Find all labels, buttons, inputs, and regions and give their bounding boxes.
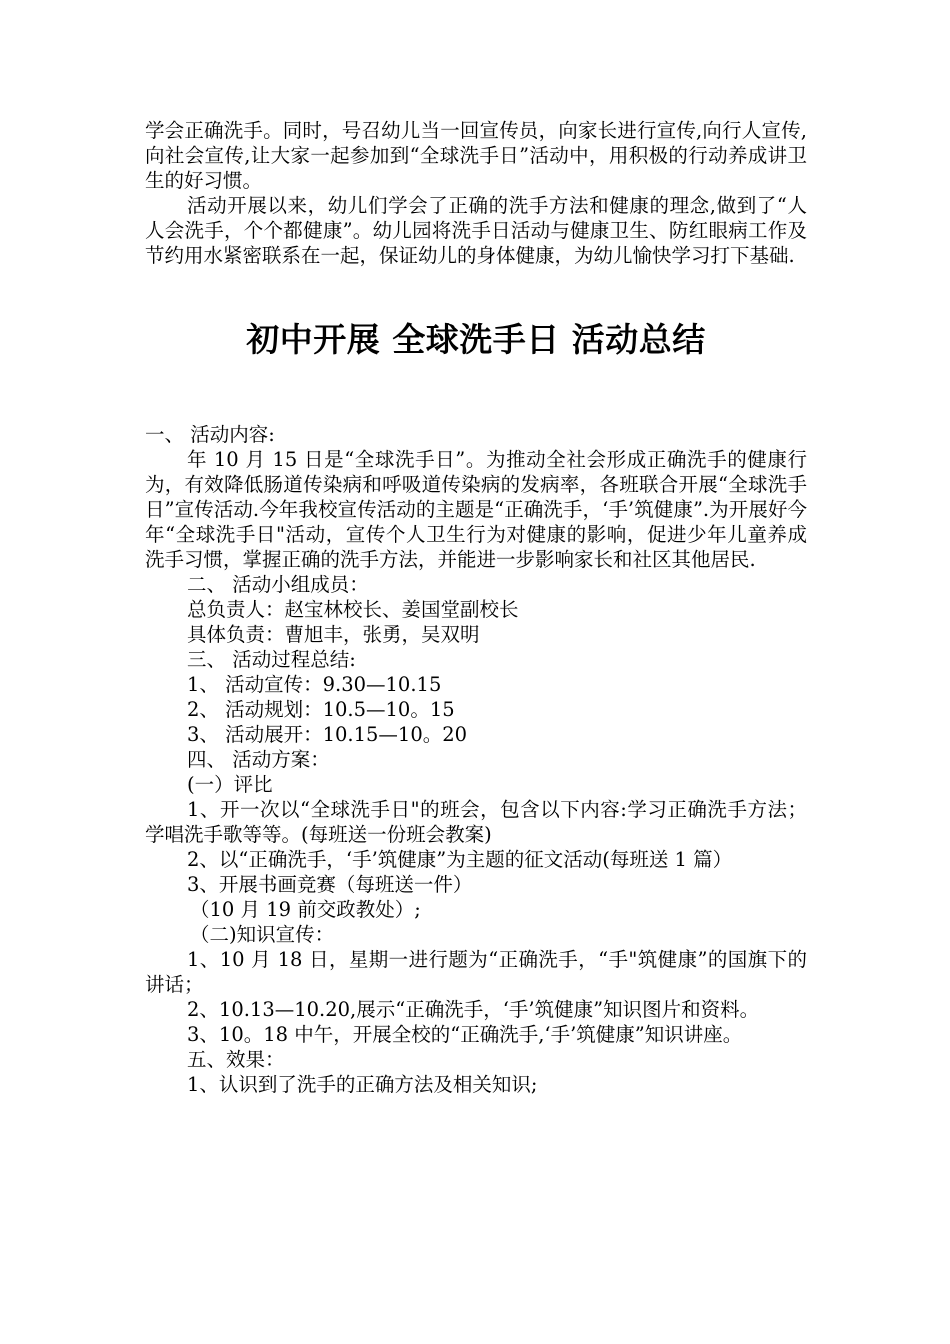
- section3-item-2: 2、 活动规划：10.5—10。15: [187, 698, 455, 721]
- section4-item-3: 3、开展书画竞赛（每班送一件）: [187, 873, 473, 896]
- section4-heading: 四、 活动方案：: [187, 748, 330, 771]
- section1-heading: 一、 活动内容:: [145, 423, 275, 446]
- section5-heading: 五、效果：: [187, 1048, 285, 1071]
- document-title: 初中开展 全球洗手日 活动总结: [246, 320, 706, 359]
- intro-paragraph-1: 学会正确洗手。同时，号召幼儿当一回宣传员，向家长进行宣传,向行人宣传,向社会宣传,让大家一起参加到“全球洗手日”活动中，用积极的行动养成讲卫生的好习惯。: [145, 119, 807, 192]
- section3-item-1: 1、 活动宣传：9.30—10.15: [187, 673, 442, 696]
- section4-item-4: 1、10 月 18 日，星期一进行题为“正确洗手，“手"筑健康”的国旗下的讲话；: [145, 948, 807, 996]
- section3-heading: 三、 活动过程总结:: [187, 648, 356, 671]
- section4-item-5: 2、10.13—10.20,展示“正确洗手，‘手’筑健康”知识图片和资料。: [187, 998, 760, 1021]
- section4-subheading-2: （二)知识宣传：: [190, 923, 335, 946]
- section4-item-6: 3、10。18 中午，开展全校的“正确洗手,‘手’筑健康”知识讲座。: [187, 1023, 743, 1046]
- section4-item-2: 2、以“正确洗手，‘手’筑健康”为主题的征文活动(每班送 1 篇）: [187, 848, 733, 871]
- section4-item-1: 1、开一次以“全球洗手日"的班会，包含以下内容:学习正确洗手方法；学唱洗手歌等等。(每班送一份班会教案): [145, 798, 807, 846]
- section4-subheading-1: (一）评比: [187, 773, 273, 796]
- section2-leader: 总负责人：赵宝林校长、姜国堂副校长: [187, 598, 519, 621]
- section1-body: 年 10 月 15 日是“全球洗手日”。为推动全社会形成正确洗手的健康行为，有效降低肠道传染病和呼吸道传染病的发病率，各班联合开展“全球洗手日”宣传活动.今年我校宣传活动的主题是“正确洗手，‘手’筑健康”.为开展好今年“全球洗手日"活动，宣传个人卫生行为对健康的影响，促进少年儿童养成洗手习惯，掌握正确的洗手方法，并能进一步影响家长和社区其他居民.: [145, 448, 807, 571]
- section3-item-3: 3、 活动展开：10.15—10。20: [187, 723, 468, 746]
- section2-staff: 具体负责：曹旭丰，张勇，吴双明: [187, 623, 480, 646]
- section4-deadline: （10 月 19 前交政教处）;: [190, 898, 421, 921]
- intro-paragraph-2: 活动开展以来，幼儿们学会了正确的洗手方法和健康的理念,做到了“人人会洗手，个个都健康”。幼儿园将洗手日活动与健康卫生、防红眼病工作及节约用水紧密联系在一起，保证幼儿的身体健康，为幼儿愉快学习打下基础.: [145, 194, 807, 267]
- section5-item-1: 1、认识到了洗手的正确方法及相关知识;: [187, 1073, 538, 1096]
- section2-heading: 二、 活动小组成员：: [187, 573, 369, 596]
- document-page: [145, 118, 807, 1097]
